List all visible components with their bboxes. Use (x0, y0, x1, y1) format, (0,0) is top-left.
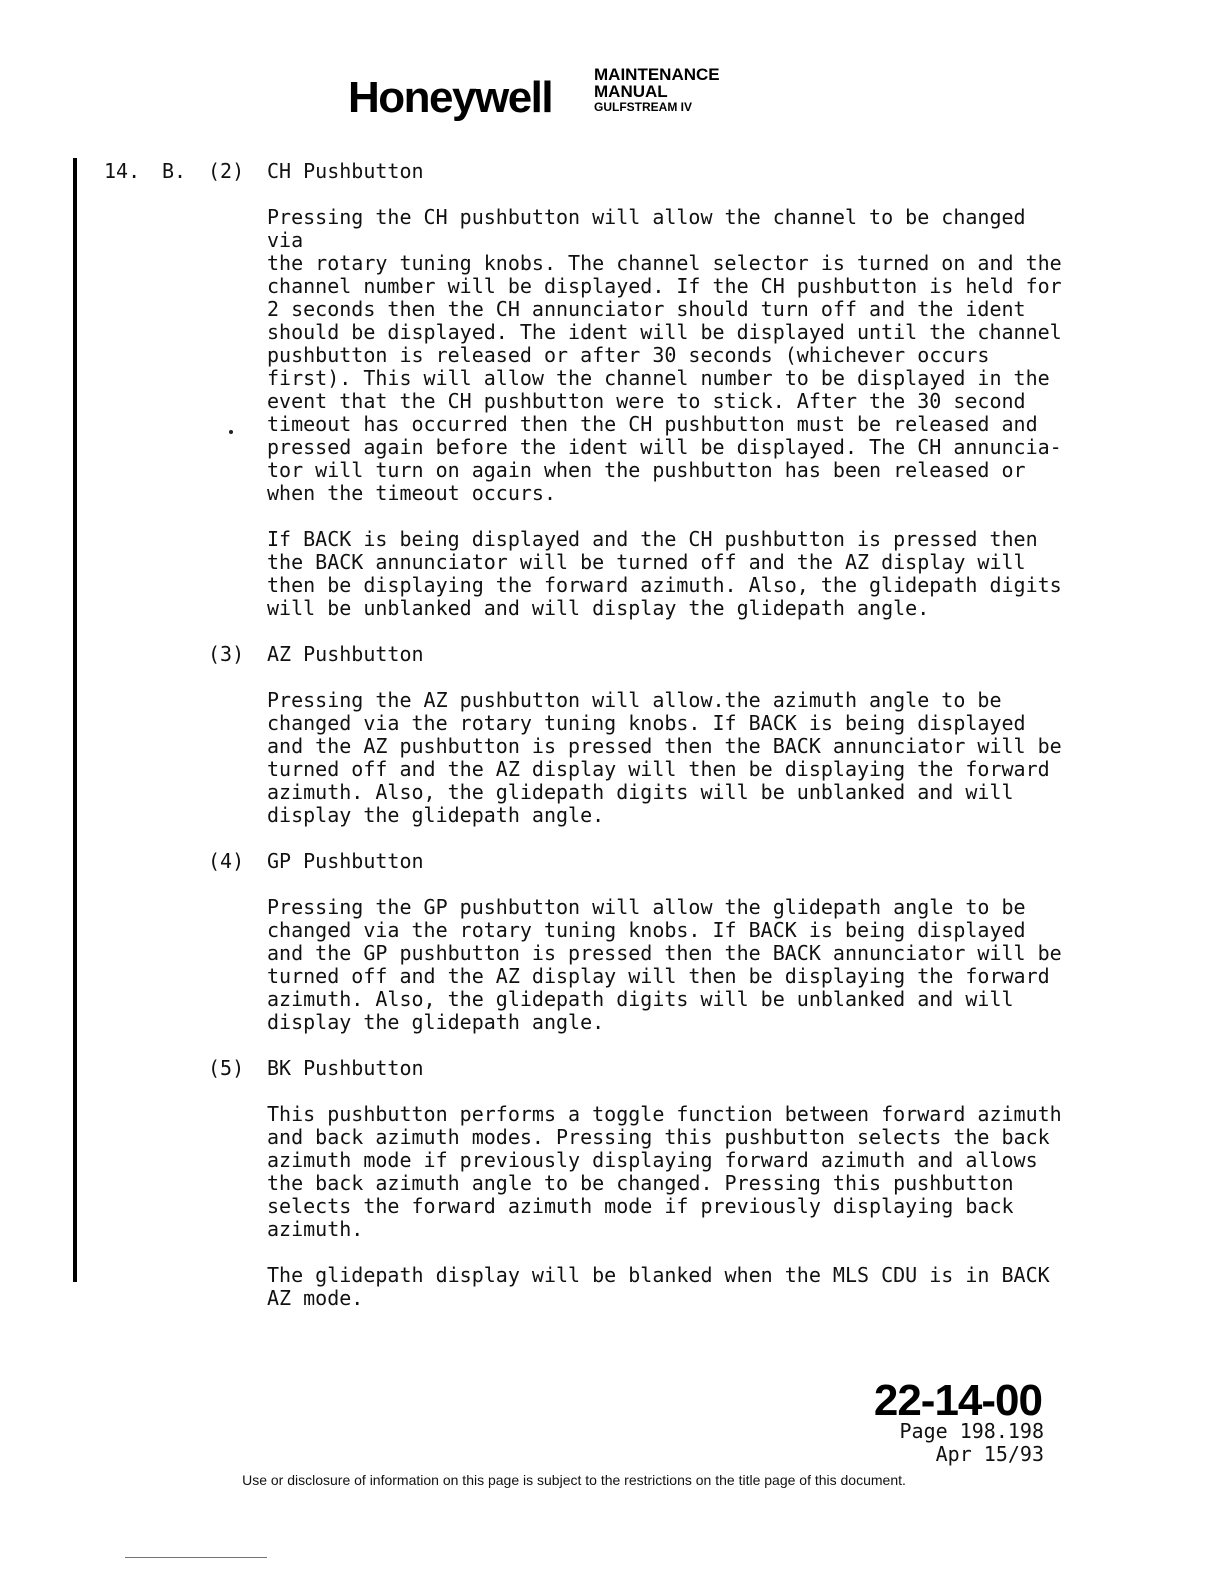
item-title: AZ Pushbutton (267, 642, 424, 666)
paragraph: Pressing the GP pushbutton will allow the glidepath angle to be changed via the rotary tuning knobs. If BACK is being displayed and the GP pushbutton is pressed then the BACK annunciator will be turned off and the AZ display will then be displaying the forward azimuth. Also, the glidepath digits will be unblanked and will display the glidepath angle. (267, 895, 1062, 1034)
document-body (104, 160, 1064, 1333)
paragraph: If BACK is being displayed and the CH pushbutton is pressed then the BACK annunciator will be turned off and the AZ display will then be displaying the forward azimuth. Also, the glidepath digits will be unblanked and will display the glidepath angle. (267, 527, 1062, 620)
paragraph: Pressing the CH pushbutton will allow the channel to be changed via the rotary tuning knobs. The channel selector is turned on and the channel number will be displayed. If the CH pushbutton is held for 2 seconds then the CH annunciator should turn off and the ident should be displayed. The ident will be displayed until the channel pushbutton is released or after 30 seconds (whichever occurs first). This will allow the channel number to be displayed in the event that the CH pushbutton were to stick. After the 30 second timeout has occurred then the CH pushbutton must be released and pressed again before the ident will be displayed. The CH annuncia- tor will turn on again when the pushbutton has been released or when the timeout occurs. (267, 205, 1062, 505)
revision-change-bar (73, 158, 77, 1282)
item-title: CH Pushbutton (267, 159, 424, 183)
honeywell-logo: Honeywell (348, 73, 553, 122)
manual-line-aircraft: GULFSTREAM IV (594, 100, 692, 114)
bottom-rule-line (125, 1557, 267, 1558)
page-header (348, 64, 768, 124)
item-label: (5) (208, 1056, 245, 1080)
disclosure-notice: Use or disclosure of information on this page is subject to the restrictions on the title page of this document. (242, 1472, 906, 1488)
item-heading-row (104, 1057, 1064, 1080)
item-heading-row (104, 850, 1064, 873)
revision-date: Apr 15/93 (935, 1442, 1044, 1466)
item-label: (4) (208, 849, 245, 873)
item-heading-row (104, 160, 1064, 183)
item-title: GP Pushbutton (267, 849, 424, 873)
item-heading-row (104, 643, 1064, 666)
page-number: Page 198.198 (899, 1419, 1044, 1443)
section-letter: B. (162, 159, 187, 183)
manual-line-manual: MANUAL (594, 82, 668, 101)
section-number: 14. (104, 159, 141, 183)
item-title: BK Pushbutton (267, 1056, 424, 1080)
paragraph: Pressing the AZ pushbutton will allow.the azimuth angle to be changed via the rotary tuning knobs. If BACK is being displayed and the AZ pushbutton is pressed then the BACK annunciator will be turned off and the AZ display will then be displaying the forward azimuth. Also, the glidepath digits will be unblanked and will display the glidepath angle. (267, 688, 1062, 827)
manual-title-block (594, 66, 720, 114)
item-label: (3) (208, 642, 245, 666)
document-code: 22-14-00 (873, 1376, 1042, 1425)
paragraph: The glidepath display will be blanked when the MLS CDU is in BACK AZ mode. (267, 1263, 1050, 1310)
item-label: (2) (208, 159, 245, 183)
manual-line-maintenance: MAINTENANCE (594, 65, 720, 84)
paragraph: This pushbutton performs a toggle function between forward azimuth and back azimuth modes. Pressing this pushbutton selects the back azimuth mode if previously displaying forward azimuth and allows the back azimuth angle to be changed. Pressing this pushbutton selects the forward azimuth mode if previously displaying back azimuth. (267, 1102, 1062, 1241)
